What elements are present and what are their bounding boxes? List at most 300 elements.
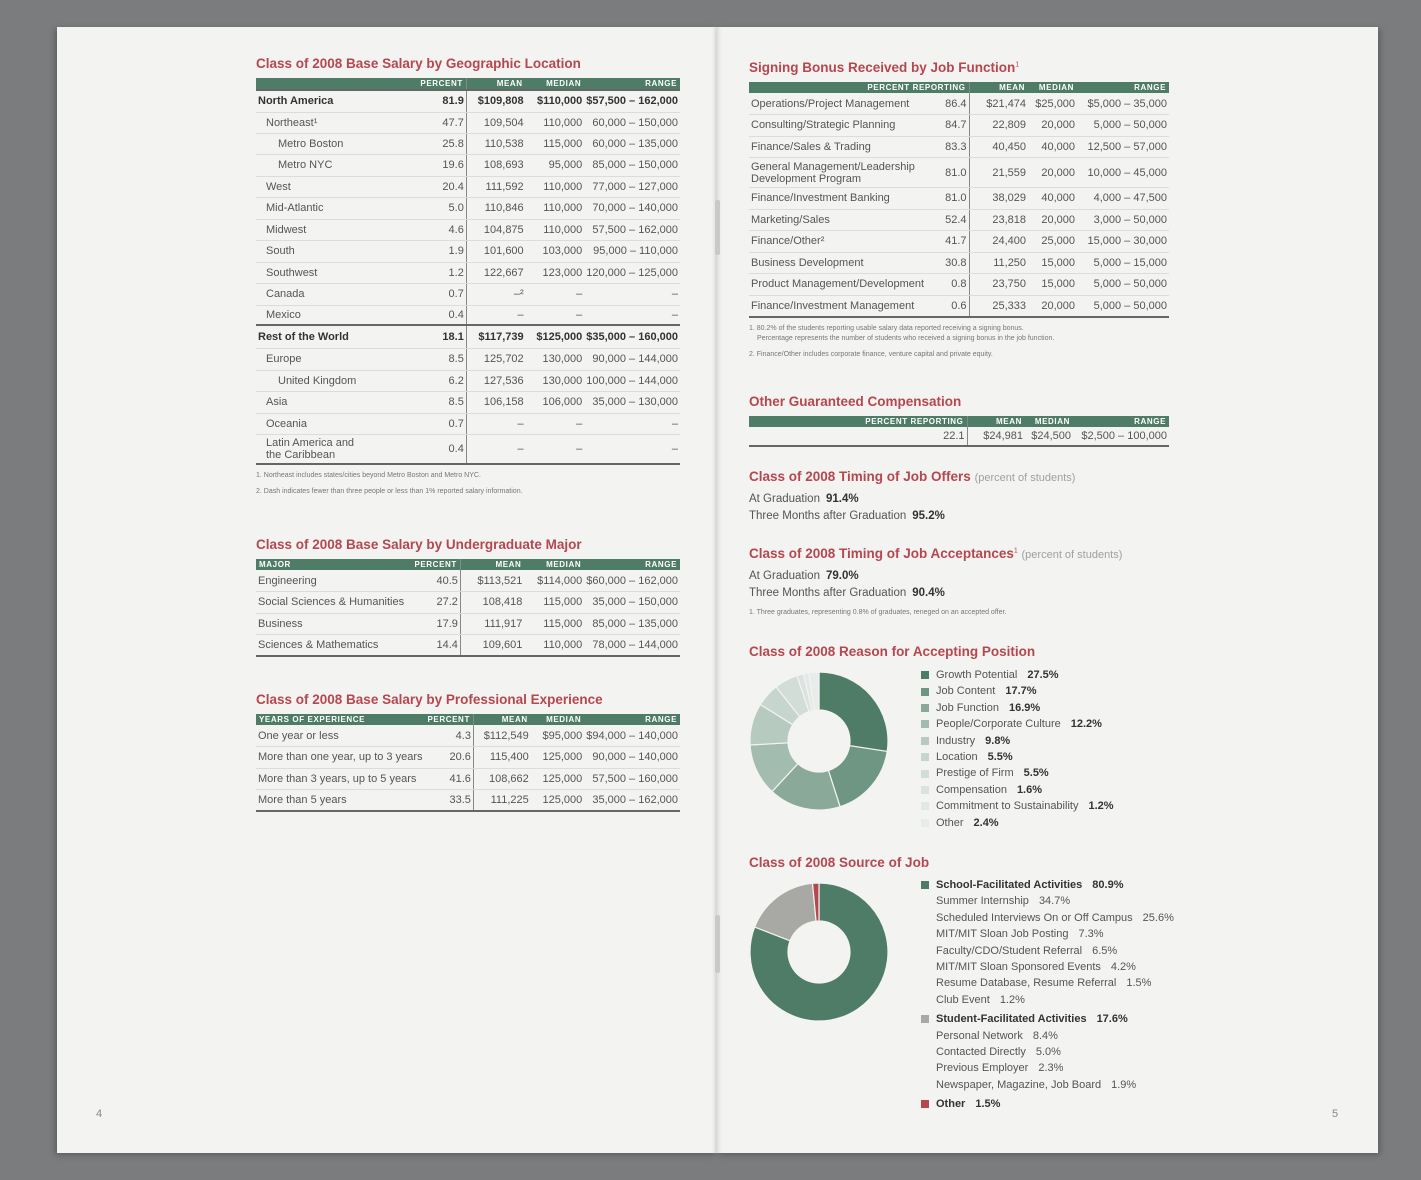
bonus-head-cell: MEAN — [969, 82, 1028, 93]
geo-row-label: Oceania — [256, 413, 414, 434]
geo-row — [256, 240, 680, 262]
major-section — [256, 537, 680, 657]
exp-row-percent: 4.3 — [425, 725, 474, 747]
accept-title: Class of 2008 Timing of Job Acceptances$^1$ (percent of students) — [749, 546, 1123, 561]
reason-legend-swatch — [921, 802, 929, 810]
geo-row-label: South — [256, 240, 414, 262]
major-row-percent: 17.9 — [411, 613, 460, 635]
bonus-row-percent: 30.8 — [926, 252, 969, 274]
bonus-row-median: 15,000 — [1028, 252, 1077, 274]
geo-row-median: – — [526, 413, 585, 434]
source-legend-value: 80.9% — [1092, 879, 1124, 891]
major-head-cell: MEDIAN — [524, 559, 584, 570]
major-row — [256, 592, 680, 614]
bonus-row-percent: 0.8 — [926, 274, 969, 296]
bonus-row-percent: 41.7 — [926, 231, 969, 253]
source-legend-label: Other — [936, 1098, 966, 1111]
bonus-section — [749, 60, 1169, 366]
source-legend-item — [921, 1096, 1174, 1112]
geo-row — [256, 283, 680, 305]
geo-row-median: 110,000 — [526, 112, 585, 133]
geo-row-median: – — [526, 305, 585, 325]
geo-row — [256, 219, 680, 240]
bonus-row-mean: 23,818 — [969, 209, 1028, 231]
geo-row-label: Midwest — [256, 219, 414, 240]
source-subitem-value: 6.5% — [1092, 944, 1118, 957]
exp-row-percent: 20.6 — [425, 747, 474, 769]
reason-legend-swatch — [921, 720, 929, 728]
bonus-row-label: Finance/Investment Management — [749, 295, 926, 317]
geo-row-range: 60,000 – 150,000 — [584, 112, 680, 133]
other-comp-head-range: RANGE — [1073, 416, 1169, 427]
reason-legend-swatch — [921, 671, 929, 679]
geo-head-cell: MEDIAN — [526, 78, 585, 90]
geo-row-median: 106,000 — [526, 391, 585, 413]
bonus-head-cell: MEDIAN — [1028, 82, 1077, 93]
other-comp-head-mean: MEAN — [967, 416, 1025, 427]
exp-head-cell: YEARS OF EXPERIENCE — [256, 714, 425, 725]
source-subitem-value: 7.3% — [1078, 928, 1104, 941]
staple-bottom — [715, 915, 720, 973]
reason-legend-value: 1.2% — [1088, 800, 1114, 813]
exp-row-label: More than 3 years, up to 5 years — [256, 768, 425, 790]
reason-legend-label: Location — [936, 751, 978, 764]
geo-row-median: – — [526, 434, 585, 464]
geo-row-percent: 47.7 — [414, 112, 466, 133]
bonus-head-cell: PERCENT REPORTING — [749, 82, 969, 93]
geo-row-mean: 110,846 — [466, 197, 525, 219]
source-legend-subitem — [921, 1028, 1174, 1044]
other-comp-pct: 22.1 — [749, 427, 967, 446]
geo-row-median: 95,000 — [526, 154, 585, 176]
reason-donut-chart — [749, 671, 889, 811]
reason-title: Class of 2008 Reason for Accepting Position — [749, 644, 1036, 659]
reason-legend-label: Job Function — [936, 701, 999, 714]
source-subitem-value: 4.2% — [1110, 961, 1136, 974]
source-subitem-label: MIT/MIT Sloan Job Posting — [936, 928, 1069, 941]
geo-row-mean: – — [466, 434, 525, 464]
major-row-mean: $113,521 — [460, 570, 524, 592]
major-row — [256, 570, 680, 592]
exp-row-percent: 33.5 — [425, 790, 474, 812]
source-legend-subitem — [921, 926, 1174, 942]
accept-footnote: 1. Three graduates, representing 0.8% of graduates, reneged on an accepted offer. — [749, 609, 1007, 616]
source-legend-subitem — [921, 1044, 1174, 1060]
other-comp-range: $2,500 – 100,000 — [1073, 427, 1169, 446]
source-legend-subitem — [921, 910, 1174, 926]
geo-row-percent: 6.2 — [414, 370, 466, 391]
bonus-row-percent: 81.0 — [926, 188, 969, 210]
geo-row — [256, 434, 680, 464]
spine — [712, 27, 722, 1153]
bonus-row-median: 20,000 — [1028, 158, 1077, 188]
geo-row-mean: 106,158 — [466, 391, 525, 413]
exp-row-label: More than one year, up to 3 years — [256, 747, 425, 769]
major-head-cell: RANGE — [584, 559, 680, 570]
geo-row-mean: 101,600 — [466, 240, 525, 262]
exp-head-cell: MEAN — [473, 714, 530, 725]
reason-legend-value: 27.5% — [1027, 669, 1059, 681]
source-subitem-value: 1.2% — [999, 993, 1025, 1006]
exp-row-median: $95,000 — [531, 725, 584, 747]
source-subitem-label: Resume Database, Resume Referral — [936, 977, 1117, 990]
reason-legend-item — [921, 716, 1114, 732]
bonus-row-percent: 81.0 — [926, 158, 969, 188]
reason-legend-item — [921, 815, 1114, 831]
bonus-row-percent: 52.4 — [926, 209, 969, 231]
geo-row-percent: 81.9 — [414, 90, 466, 112]
exp-section — [256, 692, 680, 812]
bonus-row-median: 20,000 — [1028, 115, 1077, 137]
exp-head-cell: RANGE — [584, 714, 680, 725]
geo-footnotes — [256, 471, 680, 497]
geo-row-range: 77,000 – 127,000 — [584, 176, 680, 197]
source-subitem-value: 8.4% — [1032, 1029, 1058, 1042]
bonus-row-range: 5,000 – 50,000 — [1077, 274, 1169, 296]
geo-row-range: 90,000 – 144,000 — [584, 348, 680, 370]
bonus-row-label: Marketing/Sales — [749, 209, 926, 231]
bonus-row-label: Finance/Other² — [749, 231, 926, 253]
source-title: Class of 2008 Source of Job — [749, 855, 930, 870]
geo-row — [256, 413, 680, 434]
geo-row-percent: 20.4 — [414, 176, 466, 197]
source-subitem-label: Newspaper, Magazine, Job Board — [936, 1078, 1102, 1091]
bonus-row — [749, 295, 1169, 317]
exp-row-mean: 108,662 — [473, 768, 530, 790]
geo-row-mean: $117,739 — [466, 325, 525, 348]
geo-table — [256, 78, 680, 465]
reason-legend-value: 17.7% — [1005, 685, 1037, 698]
geo-row-mean: 104,875 — [466, 219, 525, 240]
geo-row-label: Europe — [256, 348, 414, 370]
geo-row-range: 120,000 – 125,000 — [584, 262, 680, 283]
bonus-row — [749, 188, 1169, 210]
reason-legend-item — [921, 765, 1114, 781]
bonus-row-median: 15,000 — [1028, 274, 1077, 296]
bonus-row-mean: 40,450 — [969, 136, 1028, 158]
bonus-row-range: 10,000 – 45,000 — [1077, 158, 1169, 188]
exp-head-cell: PERCENT — [425, 714, 474, 725]
reason-legend-item — [921, 700, 1114, 716]
exp-row-mean: $112,549 — [473, 725, 530, 747]
reason-legend-label: Compensation — [936, 783, 1007, 796]
other-comp-table — [749, 416, 1169, 447]
source-legend-subitem — [921, 943, 1174, 959]
exp-row-median: 125,000 — [531, 790, 584, 812]
reason-legend-item — [921, 667, 1114, 683]
bonus-row-range: 4,000 – 47,500 — [1077, 188, 1169, 210]
reason-legend-value: 5.5% — [987, 751, 1013, 764]
source-legend-subitem — [921, 893, 1174, 909]
bonus-row-label: Operations/Project Management — [749, 93, 926, 115]
reason-legend-label: Prestige of Firm — [936, 767, 1014, 780]
bonus-row-percent: 0.6 — [926, 295, 969, 317]
source-subitem-label: MIT/MIT Sloan Sponsored Events — [936, 961, 1101, 974]
bonus-row-range: 5,000 – 50,000 — [1077, 115, 1169, 137]
other-comp-median: $24,500 — [1025, 427, 1073, 446]
geo-row — [256, 325, 680, 348]
geo-row-label: Northeast¹ — [256, 112, 414, 133]
geo-head-cell: PERCENT — [414, 78, 466, 90]
reason-section — [749, 644, 1169, 666]
major-row-median: 115,000 — [524, 592, 584, 614]
major-row-range: 78,000 – 144,000 — [584, 635, 680, 657]
other-comp-section — [749, 394, 1169, 447]
bonus-row-median: 40,000 — [1028, 188, 1077, 210]
bonus-table — [749, 82, 1169, 318]
bonus-row-range: 3,000 – 50,000 — [1077, 209, 1169, 231]
bonus-row-median: 40,000 — [1028, 136, 1077, 158]
major-row-mean: 111,917 — [460, 613, 524, 635]
major-row-label: Business — [256, 613, 411, 635]
reason-legend-swatch — [921, 786, 929, 794]
exp-row-mean: 111,225 — [473, 790, 530, 812]
geo-row-range: 70,000 – 140,000 — [584, 197, 680, 219]
reason-legend-value: 12.2% — [1070, 718, 1102, 731]
major-row-percent: 40.5 — [411, 570, 460, 592]
reason-legend-label: Commitment to Sustainability — [936, 800, 1079, 813]
reason-legend-swatch — [921, 770, 929, 778]
source-subitem-label: Scheduled Interviews On or Off Campus — [936, 911, 1133, 924]
geo-row-range: – — [584, 283, 680, 305]
geo-row-label: Metro NYC — [256, 154, 414, 176]
major-row-range: $60,000 – 162,000 — [584, 570, 680, 592]
geo-row — [256, 154, 680, 176]
geo-section — [256, 56, 680, 503]
major-row-median: $114,000 — [524, 570, 584, 592]
geo-row-label: Southwest — [256, 262, 414, 283]
reason-legend-value: 16.9% — [1008, 701, 1041, 714]
exp-row-range: $94,000 – 140,000 — [584, 725, 680, 747]
bonus-row-range: 15,000 – 30,000 — [1077, 231, 1169, 253]
source-legend-label: Student-Facilitated Activities — [936, 1013, 1087, 1026]
reason-legend-swatch — [921, 737, 929, 745]
reason-legend-swatch — [921, 704, 929, 712]
bonus-row-percent: 83.3 — [926, 136, 969, 158]
exp-row-mean: 115,400 — [473, 747, 530, 769]
bonus-row-mean: 11,250 — [969, 252, 1028, 274]
exp-row-median: 125,000 — [531, 747, 584, 769]
bonus-row-range: 5,000 – 15,000 — [1077, 252, 1169, 274]
bonus-row-mean: 21,559 — [969, 158, 1028, 188]
bonus-row-median: 25,000 — [1028, 231, 1077, 253]
major-head-cell: PERCENT — [411, 559, 460, 570]
exp-row — [256, 768, 680, 790]
geo-row-median: – — [526, 283, 585, 305]
major-head-cell: MEAN — [460, 559, 524, 570]
exp-head-cell: MEDIAN — [531, 714, 584, 725]
geo-row-mean: 122,667 — [466, 262, 525, 283]
source-legend-subitem — [921, 975, 1174, 991]
geo-row-percent: 4.6 — [414, 219, 466, 240]
exp-row-range: 35,000 – 162,000 — [584, 790, 680, 812]
reason-slice — [819, 672, 888, 751]
source-legend-label: School-Facilitated Activities — [936, 879, 1083, 891]
source-legend-item — [921, 1011, 1174, 1027]
source-subitem-value: 25.6% — [1142, 911, 1174, 924]
bonus-row-mean: 24,400 — [969, 231, 1028, 253]
other-comp-head-median: MEDIAN — [1025, 416, 1073, 427]
geo-head-cell: MEAN — [466, 78, 525, 90]
reason-legend-label: People/Corporate Culture — [936, 718, 1061, 731]
source-legend-value: 1.5% — [975, 1098, 1001, 1111]
geo-row-mean: 110,538 — [466, 133, 525, 154]
geo-row-label: Rest of the World — [256, 325, 414, 348]
geo-row-label: Canada — [256, 283, 414, 305]
source-section — [749, 855, 1169, 877]
source-subitem-label: Personal Network — [936, 1029, 1023, 1042]
geo-row-range: – — [584, 434, 680, 464]
staple-top — [715, 200, 720, 255]
geo-footnote: 1. Northeast includes states/cities beyond Metro Boston and Metro NYC. — [256, 472, 481, 479]
offers-item: At Graduation 91.4% — [749, 493, 859, 505]
geo-row — [256, 391, 680, 413]
other-comp-title: Other Guaranteed Compensation — [749, 394, 962, 409]
geo-row-percent: 0.4 — [414, 434, 466, 464]
major-row — [256, 613, 680, 635]
major-row-label: Social Sciences & Humanities — [256, 592, 411, 614]
bonus-footnote-line: 1. 80.2% of the students reporting usable salary data reported receiving a signing bonus. — [749, 324, 1024, 332]
source-subitem-label: Previous Employer — [936, 1062, 1029, 1075]
geo-head-cell: RANGE — [584, 78, 680, 90]
reason-legend-swatch — [921, 688, 929, 696]
bonus-row-label: Consulting/Strategic Planning — [749, 115, 926, 137]
geo-row-range: 85,000 – 150,000 — [584, 154, 680, 176]
geo-row-median: 110,000 — [526, 219, 585, 240]
bonus-row-range: $5,000 – 35,000 — [1077, 93, 1169, 115]
exp-row — [256, 790, 680, 812]
exp-title: Class of 2008 Base Salary by Professional Experience — [256, 692, 603, 707]
exp-row-median: 125,000 — [531, 768, 584, 790]
source-legend-swatch — [921, 881, 929, 889]
major-title: Class of 2008 Base Salary by Undergraduate Major — [256, 537, 582, 552]
geo-row-label: Mid-Atlantic — [256, 197, 414, 219]
geo-row — [256, 262, 680, 283]
geo-row-median: $125,000 — [526, 325, 585, 348]
geo-row-percent: 8.5 — [414, 348, 466, 370]
major-row — [256, 635, 680, 657]
major-row-median: 110,000 — [524, 635, 584, 657]
bonus-row-mean: 25,333 — [969, 295, 1028, 317]
bonus-row-label: Finance/Investment Banking — [749, 188, 926, 210]
major-row-percent: 14.4 — [411, 635, 460, 657]
geo-row-label: Metro Boston — [256, 133, 414, 154]
bonus-footnote — [749, 324, 1169, 344]
bonus-row-median: 20,000 — [1028, 209, 1077, 231]
bonus-row-label: General Management/Leadership Development Program — [749, 158, 926, 188]
bonus-row-range: 5,000 – 50,000 — [1077, 295, 1169, 317]
major-head-cell: MAJOR — [256, 559, 411, 570]
major-row-mean: 109,601 — [460, 635, 524, 657]
source-subitem-label: Contacted Directly — [936, 1046, 1026, 1059]
bonus-row — [749, 231, 1169, 253]
bonus-title: Signing Bonus Received by Job Function$^1$ — [749, 60, 1020, 75]
geo-row-mean: 108,693 — [466, 154, 525, 176]
reason-legend-item — [921, 749, 1114, 765]
reason-legend-item — [921, 683, 1114, 699]
geo-row-range: – — [584, 413, 680, 434]
geo-row-range: $57,500 – 162,000 — [584, 90, 680, 112]
page-number-right: 5 — [1332, 1108, 1339, 1120]
offers-item: Three Months after Graduation 95.2% — [749, 510, 945, 522]
source-legend-subitem — [921, 992, 1174, 1008]
geo-row-median: 123,000 — [526, 262, 585, 283]
geo-row — [256, 112, 680, 133]
geo-row — [256, 197, 680, 219]
exp-row-label: More than 5 years — [256, 790, 425, 812]
geo-row-mean: –² — [466, 283, 525, 305]
source-legend-item — [921, 877, 1174, 893]
geo-row-range: 95,000 – 110,000 — [584, 240, 680, 262]
bonus-row-label: Product Management/Development — [749, 274, 926, 296]
source-subitem-value: 1.5% — [1126, 977, 1152, 990]
geo-row-range: – — [584, 305, 680, 325]
geo-row-percent: 1.9 — [414, 240, 466, 262]
geo-row-percent: 1.2 — [414, 262, 466, 283]
reason-legend-item — [921, 798, 1114, 814]
geo-footnote: 2. Dash indicates fewer than three people or less than 1% reported salary information. — [256, 488, 523, 495]
reason-legend-label: Industry — [936, 734, 976, 747]
geo-row-range: 60,000 – 135,000 — [584, 133, 680, 154]
source-donut-chart — [749, 882, 889, 1022]
exp-table — [256, 714, 680, 812]
geo-row-label: West — [256, 176, 414, 197]
geo-row-median: 130,000 — [526, 348, 585, 370]
geo-row-range: 100,000 – 144,000 — [584, 370, 680, 391]
exp-row — [256, 725, 680, 747]
reason-legend-value: 9.8% — [985, 734, 1011, 747]
geo-row — [256, 90, 680, 112]
geo-row-percent: 8.5 — [414, 391, 466, 413]
bonus-row-mean: 22,809 — [969, 115, 1028, 137]
bonus-row — [749, 158, 1169, 188]
source-legend-subitem — [921, 959, 1174, 975]
major-row-range: 85,000 – 135,000 — [584, 613, 680, 635]
geo-row-range: 35,000 – 130,000 — [584, 391, 680, 413]
reason-legend-label: Growth Potential — [936, 669, 1018, 681]
reason-legend-item — [921, 733, 1114, 749]
reason-legend-value: 1.6% — [1016, 783, 1043, 796]
source-legend-value: 17.6% — [1096, 1013, 1128, 1026]
major-table — [256, 559, 680, 657]
exp-row-range: 90,000 – 140,000 — [584, 747, 680, 769]
reason-legend-swatch — [921, 753, 929, 761]
geo-row-label: United Kingdom — [256, 370, 414, 391]
source-subitem-value: 1.9% — [1111, 1078, 1137, 1091]
geo-row-percent: 0.4 — [414, 305, 466, 325]
bonus-row-mean: 38,029 — [969, 188, 1028, 210]
geo-row-label: North America — [256, 90, 414, 112]
major-row-percent: 27.2 — [411, 592, 460, 614]
geo-row-label: Latin America and the Caribbean — [256, 434, 414, 464]
exp-row — [256, 747, 680, 769]
geo-row-percent: 19.6 — [414, 154, 466, 176]
geo-row-label: Asia — [256, 391, 414, 413]
geo-row-median: 103,000 — [526, 240, 585, 262]
bonus-row-mean: 23,750 — [969, 274, 1028, 296]
geo-row-mean: 111,592 — [466, 176, 525, 197]
source-subitem-value: 34.7% — [1038, 895, 1071, 908]
bonus-footnotes — [749, 324, 1169, 360]
bonus-row — [749, 93, 1169, 115]
geo-row — [256, 348, 680, 370]
bonus-row-range: 12,500 – 57,000 — [1077, 136, 1169, 158]
geo-row-mean: – — [466, 305, 525, 325]
source-legend-swatch — [921, 1015, 929, 1023]
major-row-label: Sciences & Mathematics — [256, 635, 411, 657]
accept-item: Three Months after Graduation 90.4% — [749, 587, 945, 599]
source-subitem-label: Club Event — [936, 993, 990, 1006]
